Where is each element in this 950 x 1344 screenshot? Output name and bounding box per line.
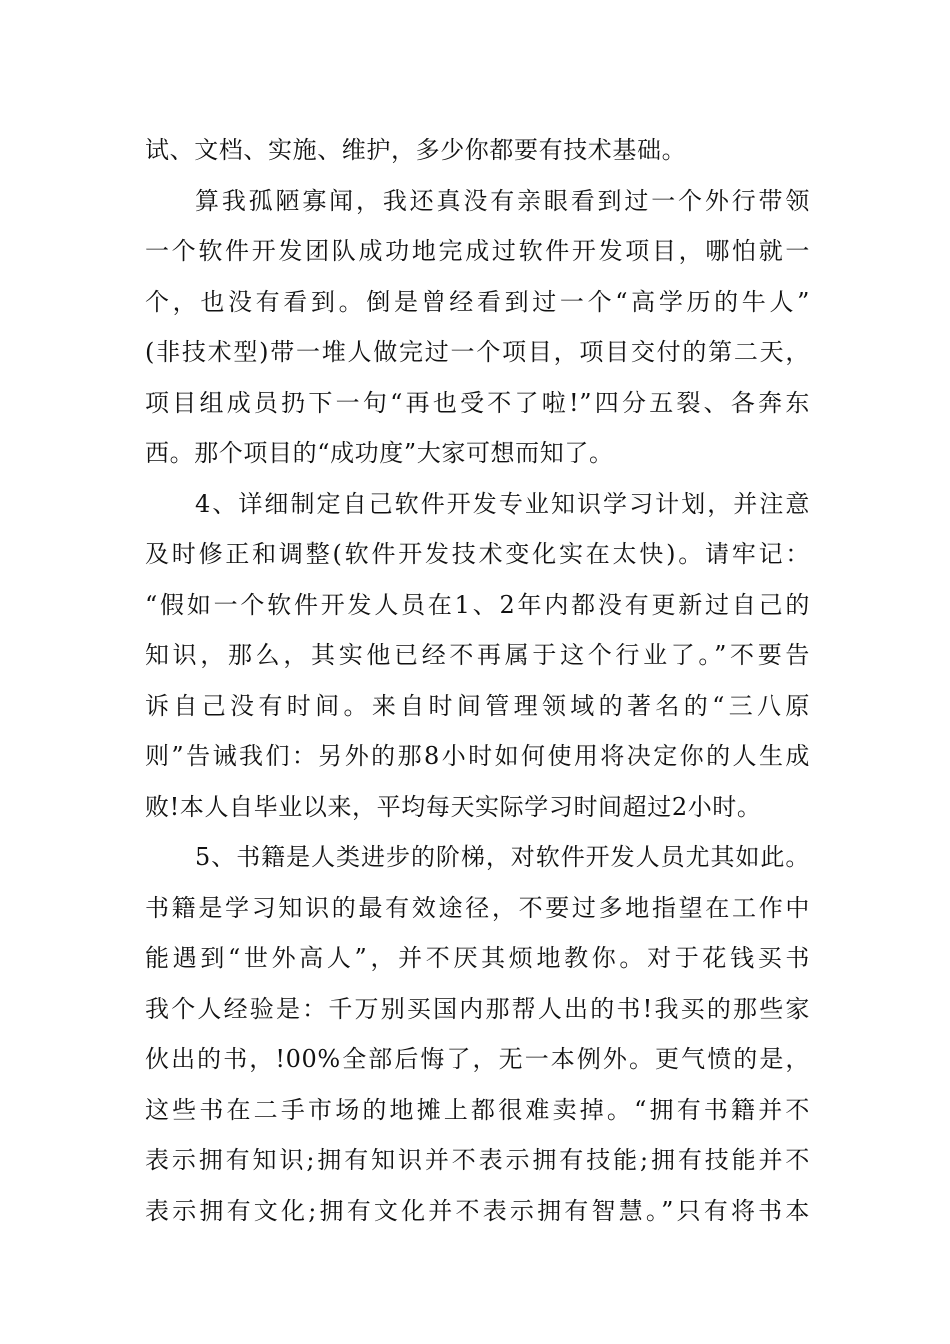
- text-line: 个，也没有看到。倒是曾经看到过一个“高学历的牛人”: [145, 287, 810, 316]
- paragraph-start: 5、书籍是人类进步的阶梯，对软件开发人员尤其如此。: [195, 843, 810, 871]
- text-line: (非技术型)带一堆人做完过一个项目，项目交付的第二天，: [145, 338, 810, 366]
- text-line: 则”告诫我们：另外的那8小时如何使用将决定你的人生成: [145, 742, 810, 770]
- text-line: 败!本人自毕业以来，平均每天实际学习时间超过2小时。: [145, 792, 762, 821]
- text-line: 一个软件开发团队成功地完成过软件开发项目，哪怕就一: [145, 237, 810, 265]
- paragraph-start: 4、详细制定自己软件开发专业知识学习计划，并注意: [195, 489, 810, 518]
- text-line: 伙出的书，!00%全部后悔了，无一本例外。更气愤的是，: [145, 1045, 810, 1073]
- text-line: 能遇到“世外高人”，并不厌其烦地教你。对于花钱买书: [145, 944, 810, 972]
- text-line: 及时修正和调整(软件开发技术变化实在太快)。请牢记：: [145, 540, 810, 568]
- text-line: 这些书在二手市场的地摊上都很难卖掉。“拥有书籍并不: [145, 1095, 810, 1124]
- text-line: “假如一个软件开发人员在1、2年内都没有更新过自己的: [145, 590, 810, 619]
- text-line: 西。那个项目的“成功度”大家可想而知了。: [145, 439, 614, 467]
- text-line: 诉自己没有时间。来自时间管理领域的著名的“三八原: [145, 691, 810, 720]
- text-line: 表示拥有文化;拥有文化并不表示拥有智慧。”只有将书本: [145, 1196, 810, 1225]
- text-line: 试、文档、实施、维护，多少你都要有技术基础。: [145, 136, 687, 164]
- document-body: [145, 125, 810, 1236]
- paragraph-start: 算我孤陋寡闻，我还真没有亲眼看到过一个外行带领: [195, 186, 810, 215]
- text-line: 表示拥有知识;拥有知识并不表示拥有技能;拥有技能并不: [145, 1146, 810, 1174]
- text-line: 知识，那么，其实他已经不再属于这个行业了。”不要告: [145, 641, 810, 669]
- text-line: 我个人经验是：千万别买国内那帮人出的书!我买的那些家: [145, 994, 810, 1023]
- text-line: 书籍是学习知识的最有效途径，不要过多地指望在工作中: [145, 893, 810, 922]
- text-line: 项目组成员扔下一句“再也受不了啦!”四分五裂、各奔东: [145, 388, 810, 417]
